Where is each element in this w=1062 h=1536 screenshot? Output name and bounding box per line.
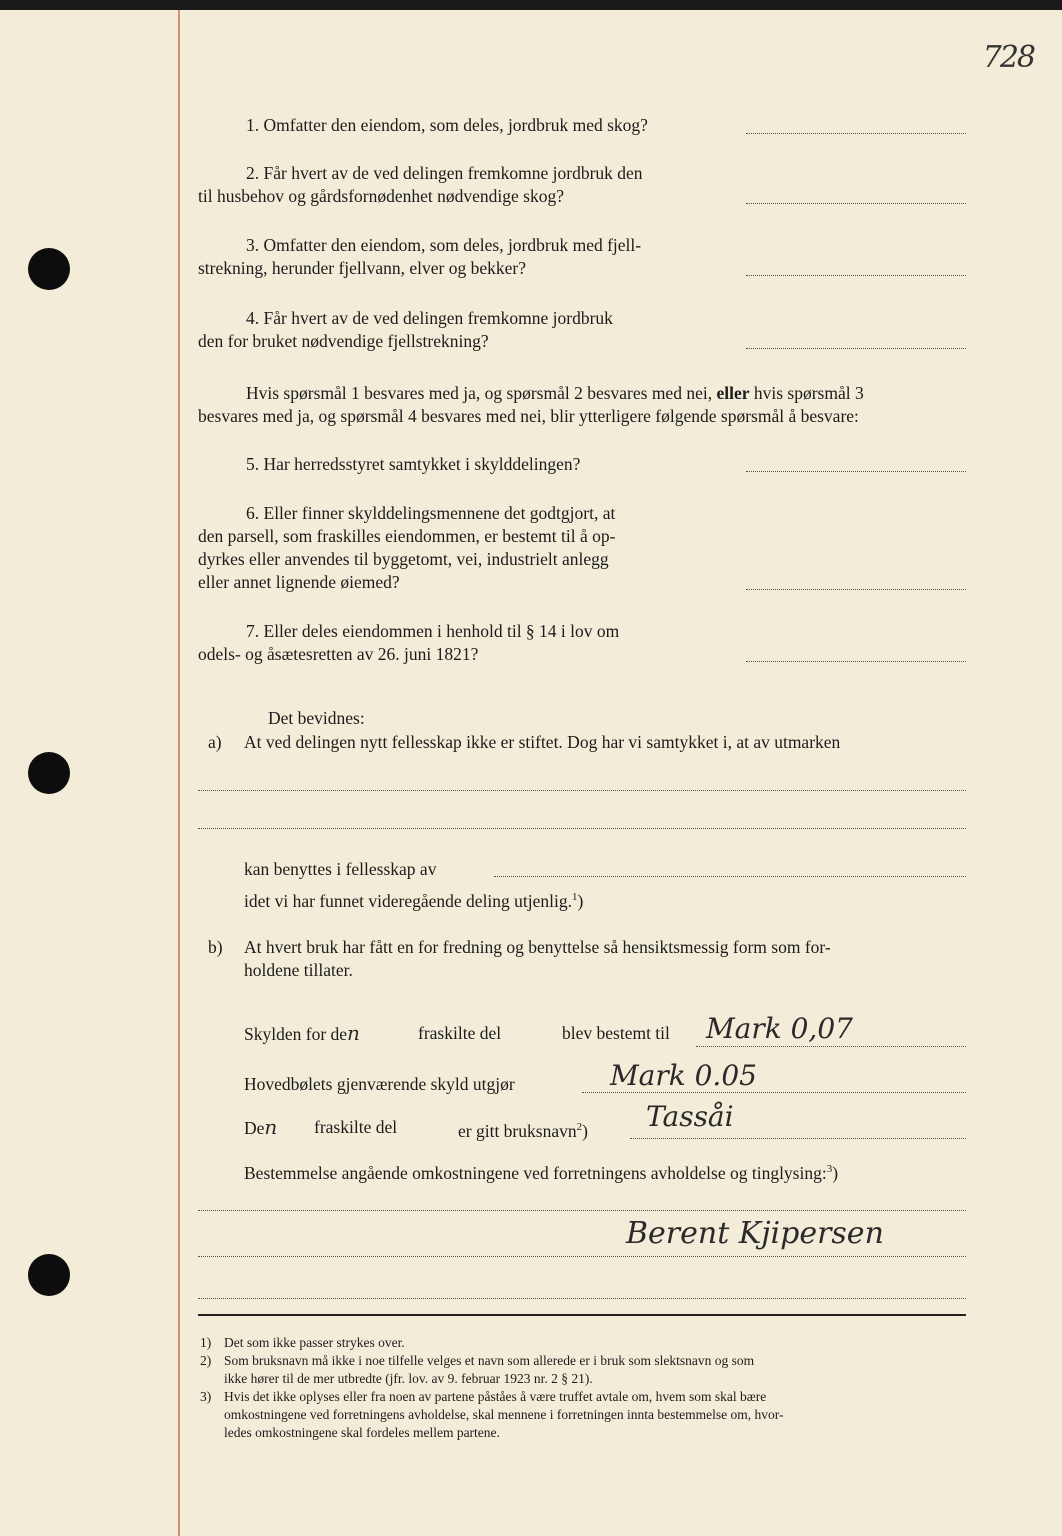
den-hand-n: n xyxy=(264,1115,278,1139)
question-6-line-4: eller annet lignende øiemed? xyxy=(198,572,400,592)
cost-label xyxy=(244,1158,838,1184)
skyld-label-a xyxy=(244,1022,360,1045)
footnote-ref-3: 3 xyxy=(826,1163,833,1175)
reason-close: ) xyxy=(577,890,584,911)
hovedbol-label: Hovedbølets gjenværende skyld utgjør xyxy=(244,1074,515,1094)
cost-text: Bestemmelse angående omkostningene ved forretningens avholdelse og tinglysing: xyxy=(244,1162,827,1183)
document-page xyxy=(0,10,1062,1536)
skyld-label-c: blev bestemt til xyxy=(562,1023,670,1043)
footnote-3-line-2: omkostningene ved forretningens avholdelse, skal mennene i forretningen innta bestemmelse om, hvor- xyxy=(224,1407,784,1422)
answer-line-6 xyxy=(746,589,966,590)
skyld-line xyxy=(696,1046,966,1047)
bruksnavn-handwritten: Tassåi xyxy=(646,1100,734,1133)
answer-line-2 xyxy=(746,203,966,204)
footnote-2-line-2: ikke hører til de mer utbredte (jfr. lov. av 9. februar 1923 nr. 2 § 21). xyxy=(224,1371,593,1386)
footnote-ref-1: 1 xyxy=(572,891,578,903)
item-b-label: b) xyxy=(208,937,223,957)
bruksnavn-close: ) xyxy=(582,1120,588,1141)
bruksnavn-label-b: fraskilte del xyxy=(314,1117,398,1137)
bruksnavn-label-c xyxy=(458,1116,588,1142)
answer-line-7 xyxy=(746,661,966,662)
footnote-2-line-1: Som bruksnavn må ikke i noe tilfelle velges et navn som allerede er i bruk som slektsnavn og som xyxy=(224,1353,755,1368)
question-7-line-2: odels- og åsætesretten av 26. juni 1821? xyxy=(198,644,479,664)
item-a-label: a) xyxy=(208,732,222,752)
question-2-line-1: 2. Får hvert av de ved delingen fremkomne jordbruk den xyxy=(246,163,643,183)
skyld-label-b: fraskilte del xyxy=(418,1023,502,1043)
hovedbol-value-handwritten: Mark 0.05 xyxy=(610,1059,757,1092)
blank-line xyxy=(198,828,966,829)
answer-line-5 xyxy=(746,471,966,472)
punch-hole xyxy=(28,1254,70,1296)
question-3-line-1: 3. Omfatter den eiendom, som deles, jordbruk med fjell- xyxy=(246,235,642,255)
skyld-hand-n: n xyxy=(347,1021,360,1045)
condition-bold: eller xyxy=(716,383,750,403)
condition-text-a: Hvis spørsmål 1 besvares med ja, og spørsmål 2 besvares med nei, xyxy=(246,383,713,403)
footnote-2-mark: 2) xyxy=(200,1353,212,1368)
question-6-line-1: 6. Eller finner skylddelingsmennene det godtgjort, at xyxy=(246,503,616,523)
bruksnavn-label-a xyxy=(244,1116,277,1139)
bruksnavn-text: er gitt bruksnavn xyxy=(458,1120,577,1141)
signature-line xyxy=(198,1256,966,1257)
question-2-line-2: til husbehov og gårdsfornødenhet nødvendige skog? xyxy=(198,186,564,206)
findings-intro: Det bevidnes: xyxy=(268,708,365,728)
signature-handwritten: Berent Kjipersen xyxy=(626,1216,884,1251)
punch-hole xyxy=(28,248,70,290)
answer-line-3 xyxy=(746,275,966,276)
footnote-1-mark: 1) xyxy=(200,1335,212,1350)
question-6-line-2: den parsell, som fraskilles eiendommen, er bestemt til å op- xyxy=(198,526,616,546)
question-4-line-2: den for bruket nødvendige fjellstrekning? xyxy=(198,331,489,351)
question-4-line-1: 4. Får hvert av de ved delingen fremkomne jordbruk xyxy=(246,308,613,328)
cost-close: ) xyxy=(832,1162,839,1183)
question-7-line-1: 7. Eller deles eiendommen i henhold til § 14 i lov om xyxy=(246,621,620,641)
condition-text-b: hvis spørsmål 3 xyxy=(753,383,864,403)
skyld-text-a: Skylden for de xyxy=(244,1024,348,1044)
footnote-ref-2: 2 xyxy=(576,1121,583,1133)
condition-line-1 xyxy=(246,382,864,404)
answer-line-1 xyxy=(746,133,966,134)
footnote-3-line-1: Hvis det ikke oplyses eller fra noen av partene påståes å være truffet avtale om, hvem som skal bære xyxy=(224,1389,767,1404)
condition-line-2: besvares med ja, og spørsmål 4 besvares med nei, blir ytterligere følgende spørsmål å besvare: xyxy=(198,406,859,426)
item-b-line-1: At hvert bruk har fått en for fredning og benyttelse så hensiktsmessig form som for- xyxy=(244,937,831,957)
hovedbol-line xyxy=(582,1092,966,1093)
footnote-3-mark: 3) xyxy=(200,1389,212,1404)
common-use-label: kan benyttes i fellesskap av xyxy=(244,859,437,879)
question-6-line-3: dyrkes eller anvendes til byggetomt, vei, industrielt anlegg xyxy=(198,549,609,569)
page-number: 728 xyxy=(982,40,1034,75)
reason-text xyxy=(244,886,583,912)
margin-line xyxy=(178,10,180,1536)
punch-hole xyxy=(28,752,70,794)
answer-line-4 xyxy=(746,348,966,349)
blank-line xyxy=(198,1298,966,1299)
bruksnavn-line xyxy=(630,1138,966,1139)
footnote-3-line-3: ledes omkostningene skal fordeles mellem partene. xyxy=(224,1425,500,1440)
footnote-rule xyxy=(198,1314,966,1316)
cost-line xyxy=(198,1210,966,1211)
common-use-line xyxy=(494,876,966,877)
question-3-line-2: strekning, herunder fjellvann, elver og bekker? xyxy=(198,258,526,278)
skyld-value-handwritten: Mark 0,07 xyxy=(706,1012,853,1045)
item-a-text: At ved delingen nytt fellesskap ikke er stiftet. Dog har vi samtykket i, at av utmarken xyxy=(244,732,841,752)
footnote-1: Det som ikke passer strykes over. xyxy=(224,1335,405,1350)
question-5: 5. Har herredsstyret samtykket i skylddelingen? xyxy=(246,454,581,474)
blank-line xyxy=(198,790,966,791)
den-text: De xyxy=(244,1118,265,1138)
question-1: 1. Omfatter den eiendom, som deles, jordbruk med skog? xyxy=(246,115,648,135)
reason-main: idet vi har funnet videregående deling utjenlig. xyxy=(244,890,573,911)
item-b-line-2: holdene tillater. xyxy=(244,960,353,980)
